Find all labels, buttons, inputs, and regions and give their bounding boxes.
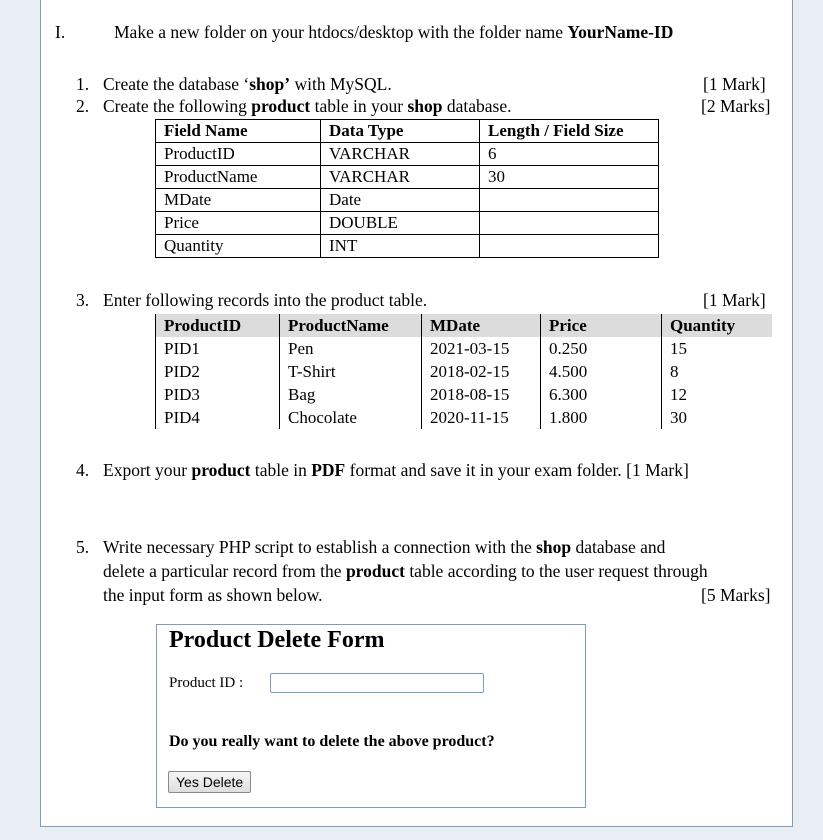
product-id-label: Product ID : [169, 675, 244, 691]
q4-text [103, 460, 689, 481]
table-cell: Chocolate [280, 406, 422, 429]
yes-delete-button[interactable]: Yes Delete [168, 771, 251, 793]
q1-text-c: with MySQL. [290, 74, 392, 94]
q4-number: 4. [76, 460, 90, 480]
table-header: Length / Field Size [480, 120, 659, 143]
q5-line-2 [103, 561, 708, 582]
table-cell: PID3 [156, 383, 280, 406]
table-cell: 6.300 [541, 383, 662, 406]
table-cell: 0.250 [541, 337, 662, 360]
document-page [40, 0, 793, 827]
q5-line2-c: table according to the user request through [404, 561, 708, 581]
table-cell: ProductName [156, 166, 321, 189]
table-cell: ProductID [156, 143, 321, 166]
q5-line1-a: Write necessary PHP script to establish a connection with the [103, 537, 537, 557]
q1-text [103, 74, 392, 95]
table-cell: Quantity [156, 235, 321, 258]
q5-marks: [5 Marks] [701, 585, 771, 605]
table-header-row [156, 314, 773, 337]
q5-number: 5. [76, 537, 90, 557]
q2-text-e: database. [442, 96, 512, 116]
q2-marks: [2 Marks] [701, 96, 771, 116]
table-row [156, 337, 773, 360]
table-cell: Pen [280, 337, 422, 360]
table-row [156, 383, 773, 406]
q2-number: 2. [76, 96, 90, 116]
q4-format: PDF [311, 460, 346, 480]
product-structure-table [155, 119, 659, 258]
table-cell: PID2 [156, 360, 280, 383]
table-row [156, 143, 659, 166]
table-cell: 30 [662, 406, 773, 429]
q1-db-name: shop’ [249, 74, 291, 94]
q3-number: 3. [76, 290, 90, 310]
q3-marks: [1 Mark] [703, 290, 766, 310]
intro-text: Make a new folder on your htdocs/desktop with the folder name [114, 22, 568, 42]
table-cell: Date [321, 189, 480, 212]
q4-table-name: product [191, 460, 251, 480]
table-cell: PID4 [156, 406, 280, 429]
q4-text-e: format and save it in your exam folder. [1 Mark] [345, 460, 689, 480]
table-cell: INT [321, 235, 480, 258]
product-id-input[interactable] [270, 673, 484, 693]
q3-text: Enter following records into the product table. [103, 290, 428, 310]
table-row [156, 212, 659, 235]
q4-text-a: Export your [103, 460, 192, 480]
form-title: Product Delete Form [169, 627, 385, 653]
table-cell: 15 [662, 337, 773, 360]
delete-confirm-text: Do you really want to delete the above product? [169, 733, 495, 750]
table-cell: 6 [480, 143, 659, 166]
q2-table-name: product [251, 96, 311, 116]
q5-line-3: the input form as shown below. [103, 585, 323, 605]
table-cell: 2018-08-15 [422, 383, 541, 406]
table-cell: Price [156, 212, 321, 235]
table-cell: 8 [662, 360, 773, 383]
q1-text-a: Create the database ‘ [103, 74, 250, 94]
q5-db-name: shop [536, 537, 572, 557]
table-row [156, 360, 773, 383]
q2-db-name: shop [407, 96, 443, 116]
table-cell: 2020-11-15 [422, 406, 541, 429]
section-number: I. [55, 22, 66, 42]
q5-line1-c: database and [571, 537, 666, 557]
table-header: Field Name [156, 120, 321, 143]
q4-text-c: table in [250, 460, 312, 480]
table-cell: PID1 [156, 337, 280, 360]
q5-table-name: product [345, 561, 405, 581]
q1-marks: [1 Mark] [703, 74, 766, 94]
section-intro [114, 22, 673, 43]
q5-line-1 [103, 537, 665, 558]
q2-text-a: Create the following [103, 96, 252, 116]
table-header: Price [541, 314, 662, 337]
q5-line2-a: delete a particular record from the [103, 561, 346, 581]
table-cell: 30 [480, 166, 659, 189]
table-cell: VARCHAR [321, 166, 480, 189]
table-cell: 4.500 [541, 360, 662, 383]
table-cell: 1.800 [541, 406, 662, 429]
table-row [156, 166, 659, 189]
q2-text [103, 96, 511, 117]
table-cell: T-Shirt [280, 360, 422, 383]
table-header: Data Type [321, 120, 480, 143]
table-cell [480, 212, 659, 235]
table-cell [480, 189, 659, 212]
table-cell: Bag [280, 383, 422, 406]
intro-folder-name: YourName-ID [567, 22, 674, 42]
q1-number: 1. [76, 74, 90, 94]
table-cell: 2021-03-15 [422, 337, 541, 360]
table-row [156, 406, 773, 429]
table-header: ProductName [280, 314, 422, 337]
product-delete-form [156, 624, 586, 808]
table-cell: MDate [156, 189, 321, 212]
table-cell: 2018-02-15 [422, 360, 541, 383]
table-header: Quantity [662, 314, 773, 337]
table-cell: VARCHAR [321, 143, 480, 166]
table-header: ProductID [156, 314, 280, 337]
table-cell: 12 [662, 383, 773, 406]
q2-text-c: table in your [310, 96, 408, 116]
table-row [156, 189, 659, 212]
table-header-row [156, 120, 659, 143]
table-header: MDate [422, 314, 541, 337]
product-records-table [155, 314, 772, 429]
table-cell [480, 235, 659, 258]
table-cell: DOUBLE [321, 212, 480, 235]
table-row [156, 235, 659, 258]
